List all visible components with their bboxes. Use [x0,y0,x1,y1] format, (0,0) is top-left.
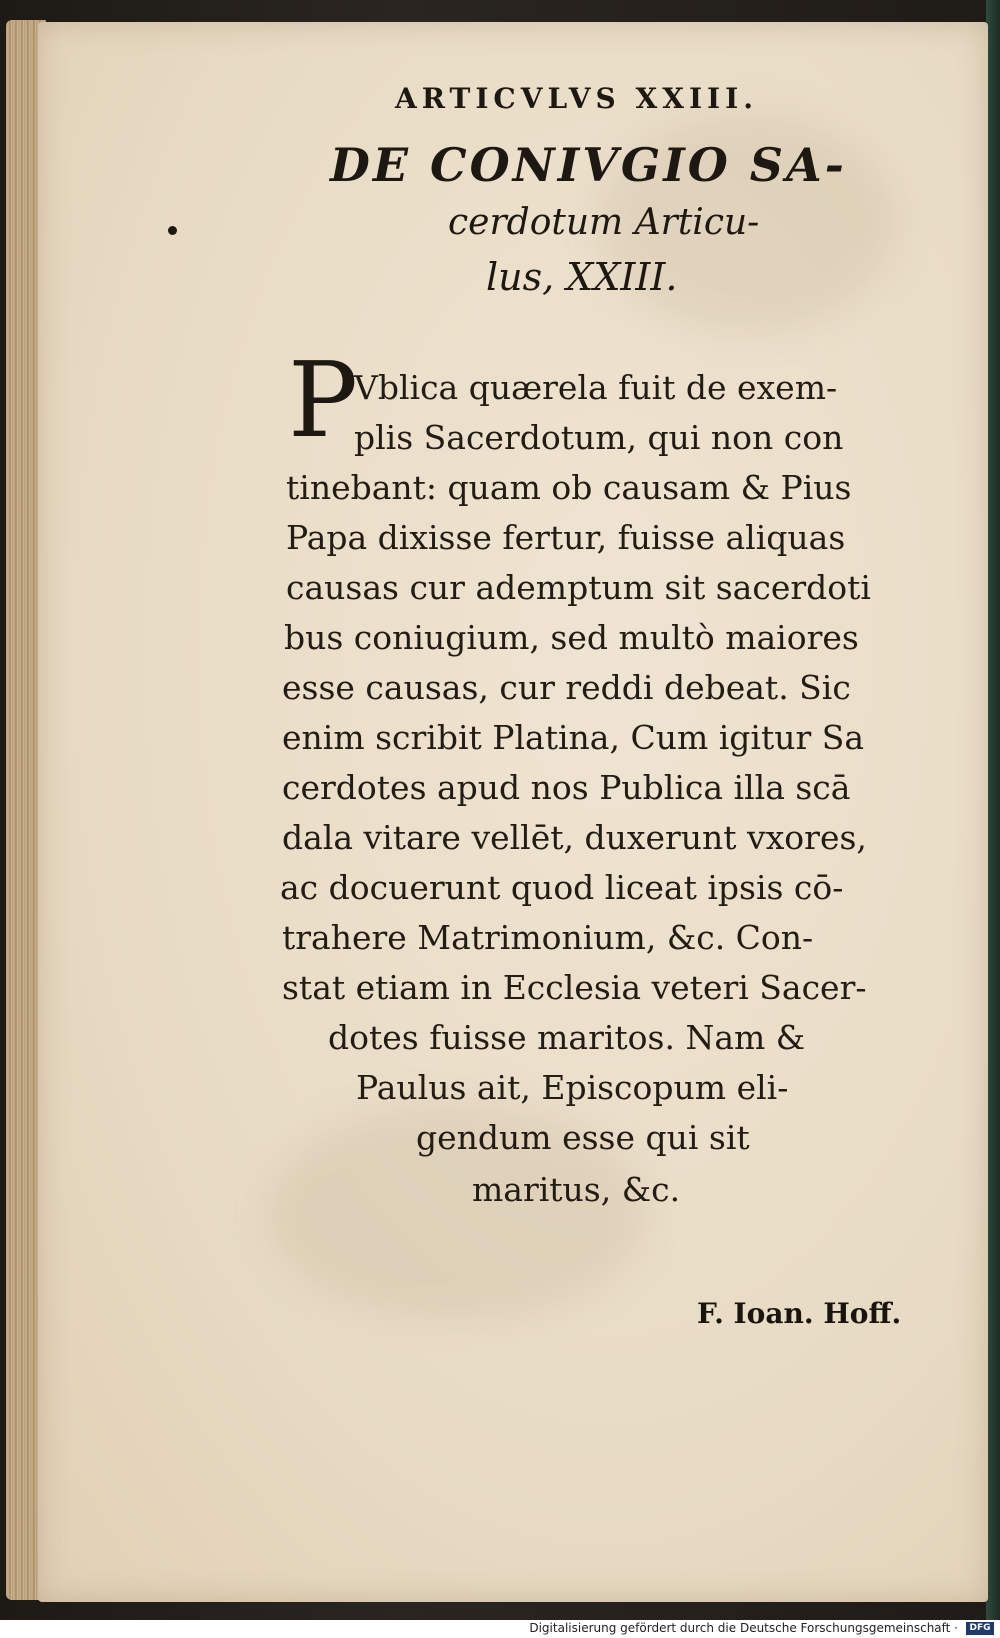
body-line: esse causas, cur reddi debeat. Sic [282,668,851,707]
margin-mark [168,226,177,235]
body-line: maritus, &c. [472,1170,681,1209]
drop-cap: P [288,339,358,461]
body-line: gendum esse qui sit [416,1118,750,1157]
signature-line: F. Ioan. Hoff. [697,1297,902,1330]
body-line: dotes fuisse maritos. Nam & [328,1018,806,1057]
body-line: tinebant: quam ob causam & Pius [286,468,852,507]
body-line: cerdotes apud nos Publica illa scā [282,768,851,807]
body-line: enim scribit Platina, Cum igitur Sa [282,718,865,757]
body-line: stat etiam in Ecclesia veteri Sacer- [282,968,867,1007]
chapter-title-line-1: DE CONIVGIO SA- [330,138,847,192]
dfg-logo: DFG [966,1622,994,1635]
body-line: dala vitare vellēt, duxerunt vxores, [282,818,867,857]
body-line: trahere Matrimonium, &c. Con- [282,918,814,957]
running-head: ARTICVLVS XXIII. [395,82,758,115]
body-line: Paulus ait, Episcopum eli- [356,1068,789,1107]
body-line: ac docuerunt quod liceat ipsis cō- [280,868,844,907]
body-line: plis Sacerdotum, qui non con [354,418,844,457]
chapter-title-line-2: cerdotum Articu- [448,202,760,243]
chapter-title-line-3: lus, XXIII. [486,255,678,299]
body-line: Vblica quærela fuit de exem- [354,368,838,407]
funding-credit: Digitalisierung gefördert durch die Deutsche Forschungsgemeinschaft · [529,1621,958,1635]
cover-edge [986,0,1000,1620]
body-line: Papa dixisse fertur, fuisse aliquas [286,518,846,557]
body-line: bus coniugium, sed multò maiores [284,618,859,657]
body-line: causas cur ademptum sit sacerdoti [286,568,871,607]
